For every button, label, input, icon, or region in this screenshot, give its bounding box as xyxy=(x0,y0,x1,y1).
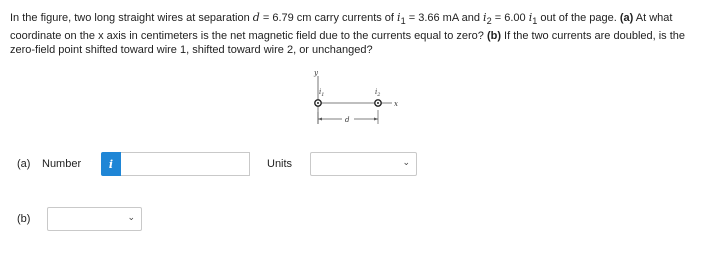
y-axis-label: y xyxy=(314,69,318,77)
i2-label: $i_2$ xyxy=(375,88,381,98)
number-label: Number xyxy=(42,158,82,170)
info-icon[interactable] xyxy=(101,152,121,176)
d-label: d xyxy=(345,116,350,124)
part-a-question: At what coordinate on the x axis in centimeters is the net magnetic field due to the currents equal to zero? xyxy=(10,12,673,42)
wire-1-dot xyxy=(317,102,319,104)
part-a-label: (a) xyxy=(17,158,31,170)
d-arrow-left xyxy=(318,118,322,121)
wire-figure xyxy=(300,66,410,130)
question-fragment: = 6.00 xyxy=(491,12,529,24)
part-b-marker: (b) xyxy=(486,29,501,42)
question-fragment: In the figure, two long straight wires at separation xyxy=(10,12,253,24)
number-input[interactable] xyxy=(121,152,250,176)
part-b-label: (b) xyxy=(17,213,31,225)
i1-label: $i_1$ xyxy=(319,88,325,98)
subscript-1: 1 xyxy=(532,16,538,27)
wire-2-dot xyxy=(377,102,379,104)
part-b-select[interactable] xyxy=(47,207,142,231)
subscript-2: 2 xyxy=(486,16,492,27)
subscript-1: 1 xyxy=(400,16,406,27)
units-label: Units xyxy=(267,158,293,170)
info-glyph: i xyxy=(108,157,114,171)
x-axis-label: x xyxy=(394,100,398,108)
part-a-marker: (a) xyxy=(619,12,634,24)
symbol-i2: i xyxy=(483,11,487,24)
question-fragment: = 6.79 cm carry currents of xyxy=(259,12,398,24)
part-b-question: If the two currents are doubled, is the zero-field point shifted toward wire 1, shifted toward wire 2, or unchanged? xyxy=(10,29,686,57)
d-arrow-right xyxy=(374,118,378,121)
question-text xyxy=(10,11,710,58)
question-fragment: = 3.66 mA and xyxy=(405,12,484,24)
chevron-down-icon: ⌄ xyxy=(402,157,410,167)
units-select[interactable] xyxy=(310,152,417,176)
symbol-d: d xyxy=(252,11,260,24)
symbol-i1: i xyxy=(528,11,533,24)
question-fragment: out of the page. xyxy=(537,12,620,24)
symbol-i1: i xyxy=(397,11,401,24)
chevron-down-icon: ⌄ xyxy=(127,212,135,222)
